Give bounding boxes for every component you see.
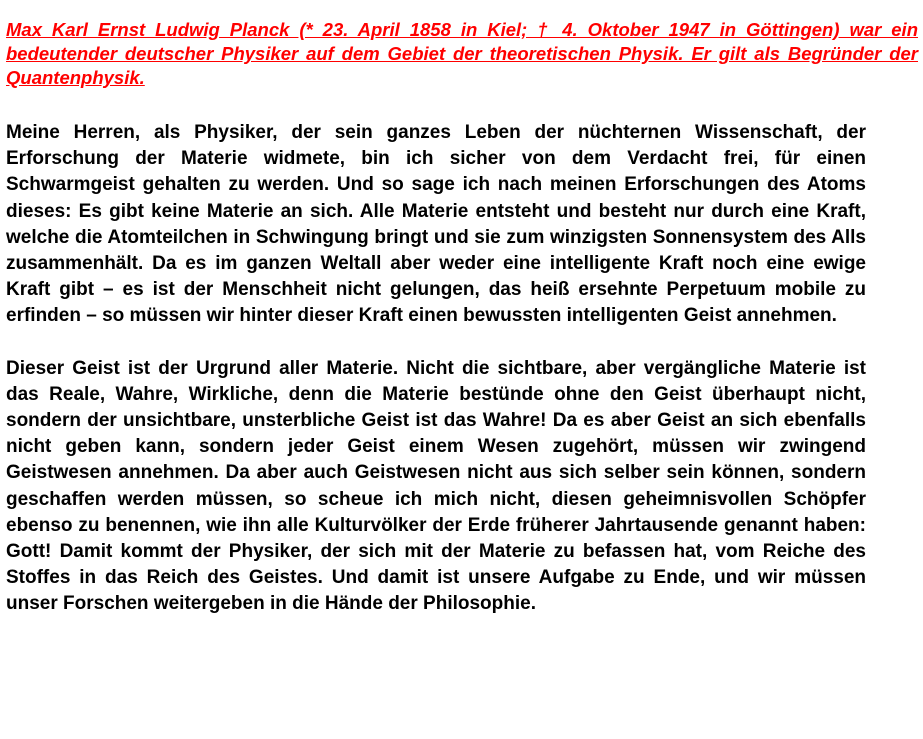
- quote-paragraph-1: Meine Herren, als Physiker, der sein ganzes Leben der nüchternen Wissenschaft, der Erforschung der Materie widmete, bin ich sicher von dem Verdacht frei, für einen Schwarmgeist gehalten zu werden. Und so sage ich nach meinen Erforschungen des Atoms dieses: Es gibt keine Materie an sich. Alle Materie entsteht und besteht nur durch eine Kraft, welche die Atomteilchen in Schwingung bringt und sie zum winzigsten Sonnensystem des Alls zusammenhält. Da es im ganzen Weltall aber weder eine intelligente Kraft noch eine ewige Kraft gibt – es ist der Menschheit nicht gelungen, das heiß ersehnte Perpetuum mobile zu erfinden – so müssen wir hinter dieser Kraft einen bewussten intelligenten Geist annehmen.: [6, 122, 866, 327]
- quote-paragraph-2: Dieser Geist ist der Urgrund aller Materie. Nicht die sichtbare, aber vergängliche Materie ist das Reale, Wahre, Wirkliche, denn die Materie bestünde ohne den Geist überhaupt nicht, sondern der unsichtbare, unsterbliche Geist ist das Wahre! Da es aber Geist an sich ebenfalls nicht geben kann, sondern jeder Geist einem Wesen zugehört, müssen wir zwingend Geistwesen annehmen. Da aber auch Geistwesen nicht aus sich selber sein können, sondern geschaffen werden müssen, so scheue ich mich nicht, diesen geheimnisvollen Schöpfer ebenso zu benennen, wie ihn alle Kulturvölker der Erde früherer Jahrtausende genannt haben: Gott! Damit kommt der Physiker, der sich mit der Materie zu befassen hat, vom Reiche des Stoffes in das Reich des Geistes. Und damit ist unsere Aufgabe zu Ende, und wir müssen unser Forschen weitergeben in die Hände der Philosophie.: [6, 357, 866, 615]
- intro-paragraph: Max Karl Ernst Ludwig Planck (* 23. April 1858 in Kiel; † 4. Oktober 1947 in Göttingen) war ein bedeutender deutscher Physiker auf dem Gebiet der theoretischen Physik. Er gilt als Begründer der Quantenphysik.: [6, 19, 918, 88]
- document-page: [6, 18, 918, 618]
